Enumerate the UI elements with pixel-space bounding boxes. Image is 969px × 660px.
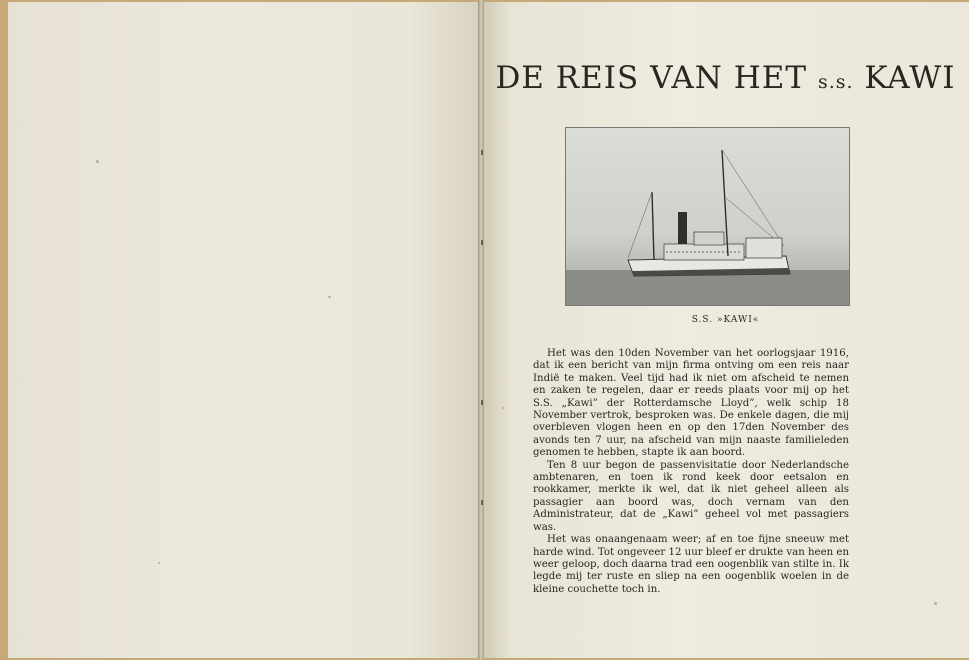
fore-mast [652,192,654,260]
paper-speck [96,160,99,163]
bridge [694,232,724,245]
binding-stitch [481,240,483,245]
rigging [628,192,652,258]
ship-photograph [565,127,850,306]
book-gutter [478,0,484,660]
paper-speck [328,296,331,298]
funnel [678,212,687,244]
left-blank-page [8,2,481,658]
paragraph: Het was den 10den November van het oorlogsjaar 1916, dat ik een bericht van mijn firma ontving om een reis naar Indië te maken. Veel tijd had ik niet om afscheid te nemen en zaken te regelen, daar er reeds plaats voor mij op het S.S. „Kawi” der Rotterdamsche Lloyd”, welk schip 18 November vertrok, besproken was. De enkele dagen, die mij overbleven vlogen heen en op den 17den November des avonds ten 7 uur, na afscheid van mijn naaste familieleden genomen te hebben, stapte ik aan boord. [533,348,849,459]
binding-stitch [481,500,483,505]
paper-speck [502,407,504,409]
paragraph: Ten 8 uur begon de passenvisitatie door Nederlandsche ambtenaren, en toen ik rond keek door eetsalon en rookkamer, merkte ik wel, dat ik niet geheel alleen als passagier aan boord was, doch vernam van den Administrateur, dat de „Kawi” geheel vol met passagiers was. [533,459,849,533]
body-text [533,348,849,596]
chapter-title [482,60,969,96]
paper-speck [934,602,937,605]
binding-stitch [481,150,483,155]
paragraph: Het was onaangenaam weer; af en toe fijne sneeuw met harde wind. Tot ongeveer 12 uur bleef er drukte van heen en weer geloop, doch daarna trad een oogenblik van stilte in. Ik legde mij ter ruste en sliep na een oogenblik woelen in de kleine couchette toch in. [533,534,850,595]
title-abbrev: s.s. [817,71,854,93]
rigging [722,150,784,246]
photo-caption: S.S. »KAWI« [691,315,760,325]
steamship-illustration [566,128,849,305]
binding-stitch [481,400,483,405]
aft-deck-house [746,238,782,258]
title-ship-name: KAWI [864,60,956,96]
title-main: DE REIS VAN HET [495,60,808,96]
rigging [726,198,776,240]
paper-speck [158,562,160,564]
